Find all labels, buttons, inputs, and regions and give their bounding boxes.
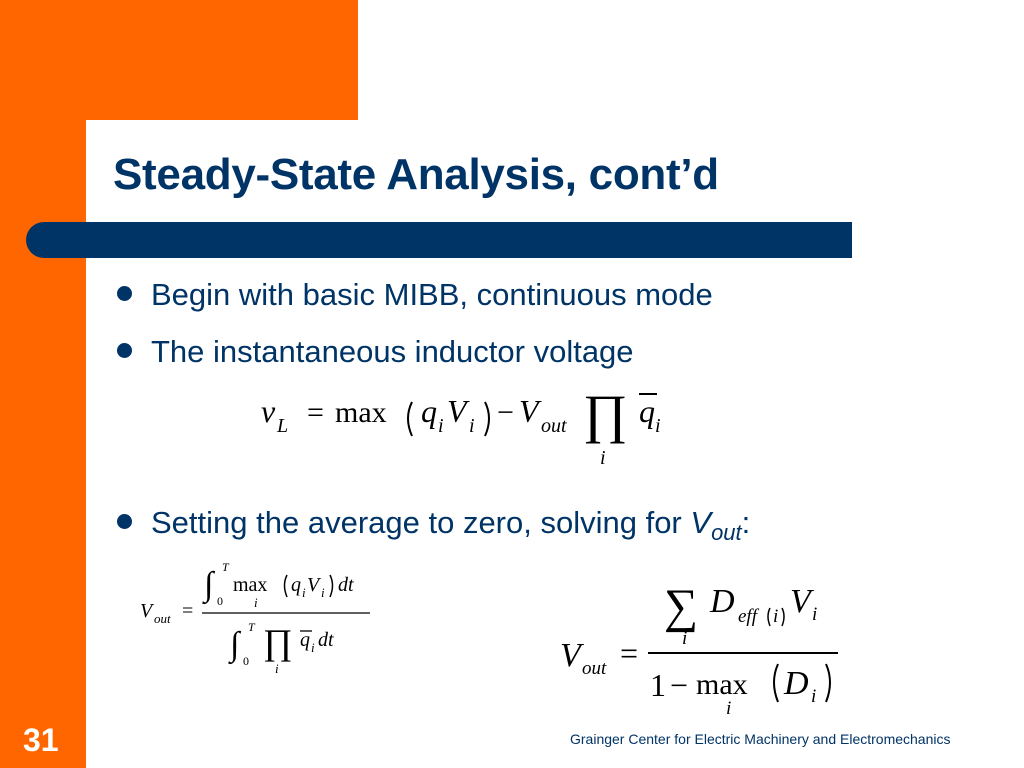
eq-symbol: dt — [338, 574, 354, 596]
eq-symbol: D — [710, 583, 735, 620]
eq-symbol: V — [519, 393, 539, 429]
eq-number: 1 — [650, 667, 666, 703]
eq-symbol: V — [447, 393, 467, 429]
bullet-variable: V — [690, 505, 712, 540]
eq-operator: = — [307, 396, 324, 429]
eq-subscript: i — [773, 606, 779, 627]
eq-subscript: i — [311, 640, 315, 655]
equation-vout-result — [550, 570, 850, 720]
eq-symbol: V — [307, 574, 320, 596]
integral-lower-limit: 0 — [217, 594, 223, 608]
eq-symbol: q — [639, 393, 655, 429]
eq-symbol: q — [300, 629, 310, 651]
orange-top-block — [0, 0, 358, 120]
eq-subscript: L — [277, 415, 289, 437]
eq-subscript: i — [254, 595, 258, 610]
integral-upper-limit: T — [222, 560, 229, 574]
right-paren — [826, 664, 830, 702]
bullet-text: Setting the average to zero, solving for — [151, 505, 691, 540]
eq-subscript: i — [438, 415, 444, 437]
bullet-item — [117, 277, 713, 313]
eq-subscript: eff — [738, 606, 757, 627]
eq-subscript: out — [154, 611, 171, 626]
eq-symbol: dt — [318, 629, 334, 651]
eq-max: max — [696, 668, 748, 701]
bullet-item — [117, 505, 750, 546]
eq-symbol: V — [560, 637, 581, 674]
eq-symbol: q — [421, 393, 437, 429]
eq-symbol: v — [261, 393, 276, 429]
eq-subscript: i — [682, 628, 688, 649]
eq-symbol: V — [790, 583, 811, 620]
sum-symbol: ∑ — [664, 580, 699, 633]
bullet-suffix: : — [741, 505, 751, 540]
eq-operator: = — [620, 635, 639, 671]
equation-inductor-voltage — [255, 380, 680, 475]
eq-subscript: out — [541, 415, 567, 437]
eq-subscript: i — [600, 447, 606, 469]
bullet-dot-icon — [117, 286, 132, 301]
eq-symbol: D — [784, 665, 809, 702]
left-paren — [408, 402, 412, 436]
right-paren — [782, 608, 784, 626]
eq-operator: − — [670, 667, 689, 703]
eq-subscript: i — [302, 585, 306, 600]
eq-subscript: i — [321, 585, 325, 600]
eq-operator: − — [497, 396, 514, 429]
equation-average-integral — [130, 555, 380, 685]
integral-upper-limit: T — [248, 620, 255, 634]
bullet-text: The instantaneous inductor voltage — [151, 334, 634, 369]
integral-symbol: ∫ — [230, 626, 240, 663]
eq-max: max — [335, 396, 387, 429]
bullet-variable-subscript: out — [711, 520, 742, 546]
product-symbol: ∏ — [263, 622, 293, 662]
eq-subscript: i — [655, 415, 661, 437]
bullet-item — [117, 334, 634, 370]
integral-lower-limit: 0 — [243, 654, 249, 668]
eq-symbol: V — [140, 600, 153, 622]
slide-number: 31 — [23, 722, 59, 758]
eq-operator: = — [182, 600, 194, 622]
eq-symbol: q — [291, 574, 301, 596]
eq-subscript: i — [811, 686, 817, 707]
eq-subscript: i — [275, 661, 279, 676]
eq-subscript: i — [812, 604, 818, 625]
title-underline-bar — [26, 222, 852, 258]
bullet-dot-icon — [117, 514, 132, 529]
bullet-text: Begin with basic MIBB, continuous mode — [151, 277, 713, 312]
integral-symbol: ∫ — [204, 566, 214, 603]
eq-max: max — [233, 574, 268, 596]
eq-subscript: i — [726, 698, 732, 719]
slide-title: Steady-State Analysis, cont’d — [113, 150, 719, 199]
right-paren — [485, 402, 489, 436]
footer-text: Grainger Center for Electric Machinery and Electromechanics — [570, 731, 951, 747]
bullet-dot-icon — [117, 343, 132, 358]
eq-subscript: i — [469, 415, 475, 437]
left-paren — [768, 608, 770, 626]
left-paren — [774, 664, 778, 702]
eq-subscript: out — [582, 658, 607, 679]
product-symbol: ∏ — [583, 384, 628, 444]
left-paren — [285, 575, 288, 597]
right-paren — [330, 575, 333, 597]
